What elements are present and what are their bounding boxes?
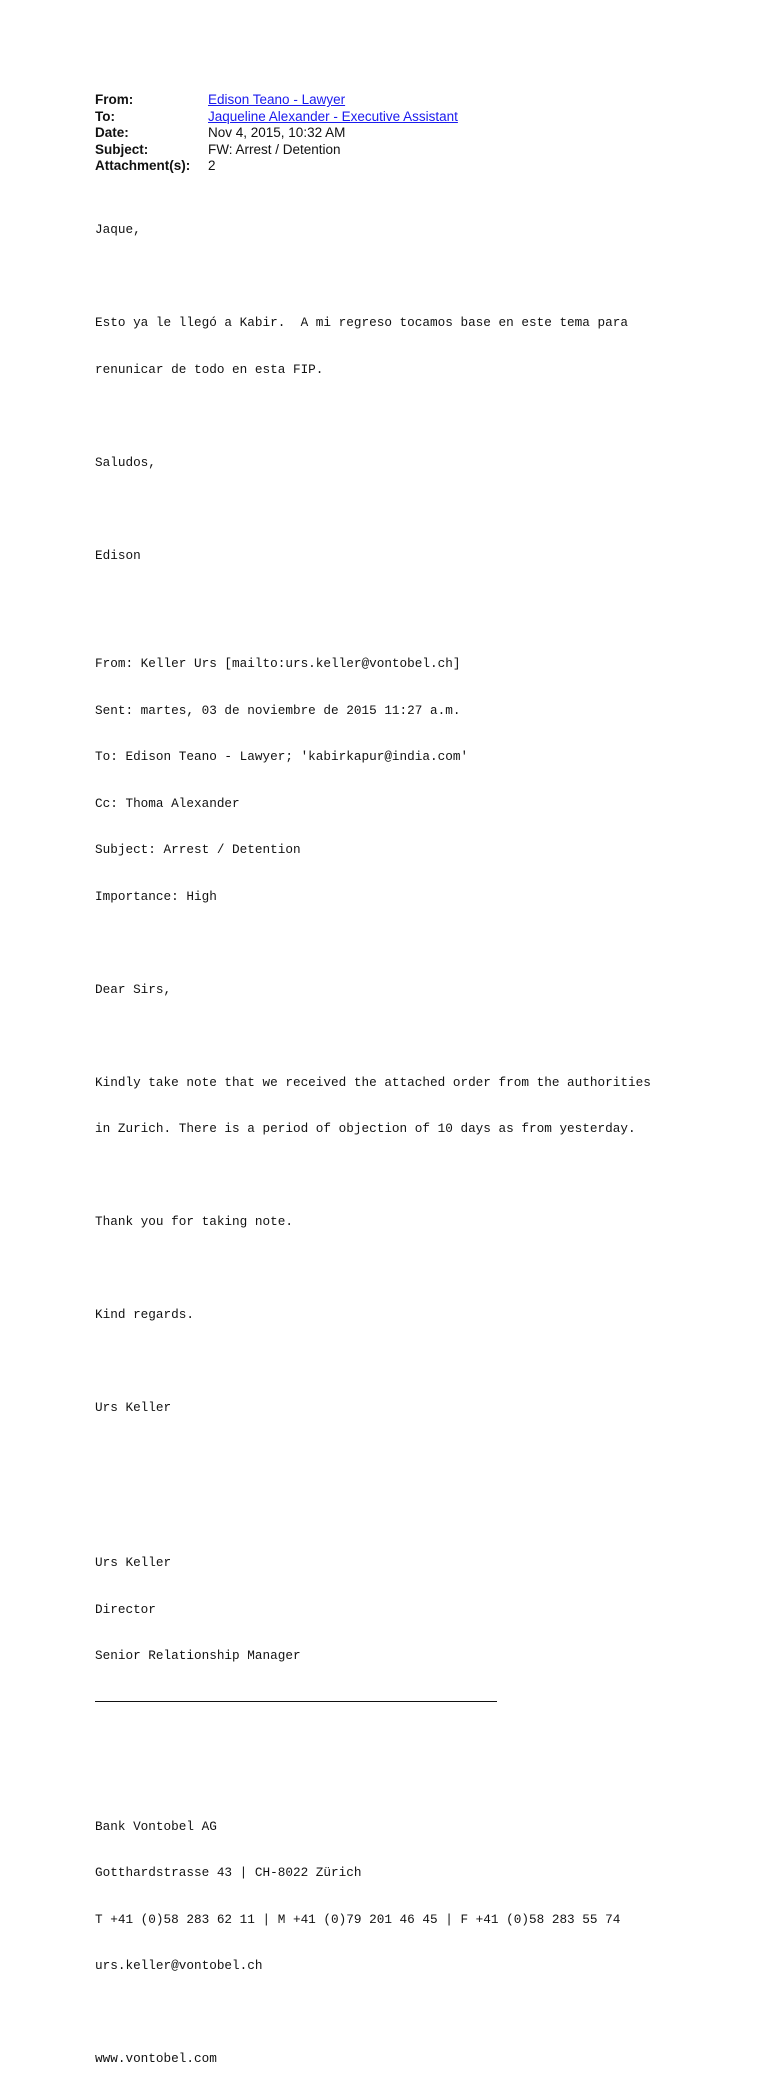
signature-divider — [95, 1701, 497, 1702]
subject-label: Subject: — [95, 141, 149, 157]
signature-role: Senior Relationship Manager — [95, 1648, 301, 1663]
to-link[interactable]: Jaqueline Alexander - Executive Assistant — [208, 108, 458, 124]
reply-paragraph-line: renunicar de todo en esta FIP. — [95, 361, 324, 377]
forwarded-paragraph-line: in Zurich. There is a period of objection of 10 days as from yesterday. — [95, 1121, 636, 1136]
signature-address: Gotthardstrasse 43 | CH-8022 Zürich — [95, 1865, 362, 1880]
signature-website: www.vontobel.com — [95, 2051, 217, 2066]
forwarded-greeting: Dear Sirs, — [95, 981, 172, 997]
forwarded-to: To: Edison Teano - Lawyer; 'kabirkapur@india.com' — [95, 749, 469, 764]
date-value: Nov 4, 2015, 10:32 AM — [208, 125, 346, 141]
reply-greeting: Jaque, — [95, 222, 141, 237]
forwarded-sent: Sent: martes, 03 de noviembre de 2015 11:27 a.m. — [95, 702, 461, 718]
signature-phones: T +41 (0)58 283 62 11 | M +41 (0)79 201 46 45 | F +41 (0)58 283 55 74 — [95, 1911, 621, 1927]
signature-email: urs.keller@vontobel.ch — [95, 1958, 263, 1973]
forwarded-thanks: Thank you for taking note. — [95, 1214, 293, 1229]
reply-closing: Saludos, — [95, 454, 156, 470]
forwarded-importance: Importance: High — [95, 888, 217, 904]
forwarded-cc: Cc: Thoma Alexander — [95, 795, 240, 811]
forwarded-subject: Subject: Arrest / Detention — [95, 842, 301, 857]
from-label: From: — [95, 92, 134, 107]
email-body — [95, 191, 651, 2098]
forwarded-paragraph-line: Kindly take note that we received the attached order from the authorities — [95, 1074, 651, 1090]
from-link[interactable]: Edison Teano - Lawyer — [208, 92, 346, 107]
forwarded-from: From: Keller Urs [mailto:urs.keller@vontobel.ch] — [95, 656, 461, 671]
signature-name: Urs Keller — [95, 1555, 172, 1570]
attachments-label: Attachment(s): — [95, 158, 191, 174]
to-label: To: — [95, 108, 115, 124]
signature-company: Bank Vontobel AG — [95, 1818, 217, 1834]
attachments-count: 2 — [208, 158, 216, 174]
signature-title: Director — [95, 1601, 156, 1617]
reply-signature: Edison — [95, 547, 141, 563]
subject-value: FW: Arrest / Detention — [208, 141, 341, 157]
date-label: Date: — [95, 125, 129, 141]
reply-paragraph-line: Esto ya le llegó a Kabir. A mi regreso tocamos base en este tema para — [95, 315, 628, 330]
forwarded-signature: Urs Keller — [95, 1400, 172, 1415]
forwarded-closing: Kind regards. — [95, 1307, 194, 1322]
